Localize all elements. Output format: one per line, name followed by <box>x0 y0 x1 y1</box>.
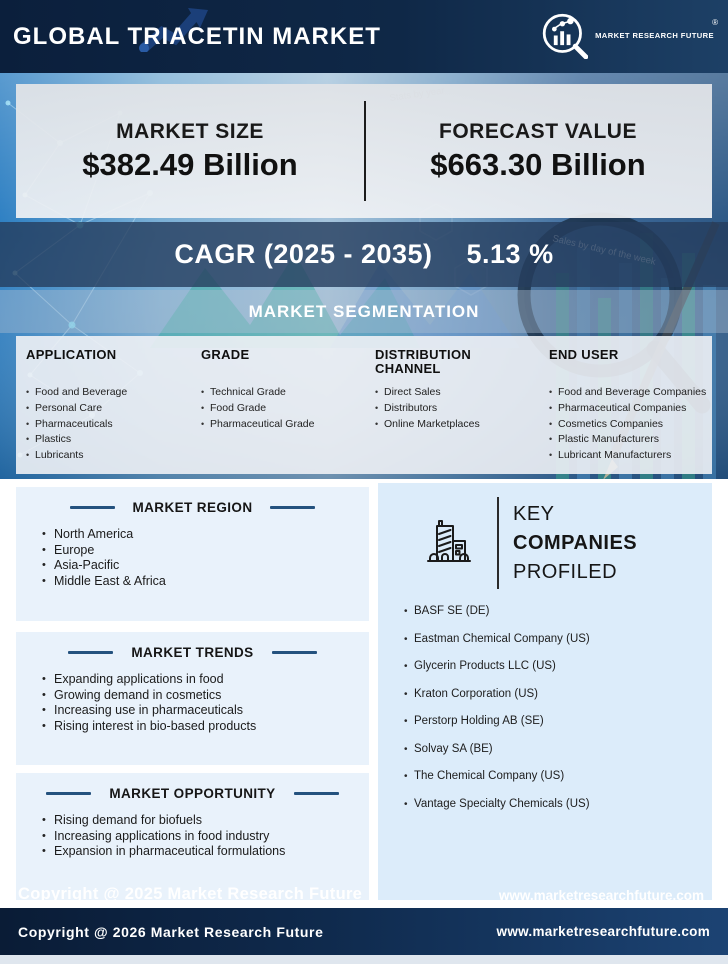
segmentation-panel <box>16 336 712 474</box>
list-item: • Europe <box>42 543 369 559</box>
list-item: • Online Marketplaces <box>375 417 495 433</box>
title-dash <box>68 651 113 654</box>
footer-website[interactable]: www.marketresearchfuture.com <box>496 924 710 939</box>
page-title: GLOBAL TRIACETIN MARKET <box>13 22 381 50</box>
title-dash <box>294 792 339 795</box>
list-item: • Distributors <box>375 401 495 417</box>
mrf-logo-icon <box>541 12 588 59</box>
bottom-strip <box>0 955 728 964</box>
list-item: • Technical Grade <box>201 385 366 401</box>
list-item: • Expanding applications in food <box>42 672 369 688</box>
list-item: • North America <box>42 527 369 543</box>
list-item: • Growing demand in cosmetics <box>42 688 369 704</box>
market-region-title: MARKET REGION <box>132 500 253 515</box>
market-stats-panel <box>16 84 712 218</box>
footer <box>0 908 728 955</box>
cagr-value: 5.13 % <box>466 239 554 269</box>
list-item: • The Chemical Company (US) <box>404 770 712 783</box>
list-item: • Perstorp Holding AB (SE) <box>404 715 712 728</box>
list-item: • Asia-Pacific <box>42 558 369 574</box>
list-item: • Cosmetics Companies <box>549 417 711 433</box>
market-trends-panel <box>16 632 369 765</box>
seg-column-title: DISTRIBUTION CHANNEL <box>375 347 472 376</box>
overlay-copyright: Copyright @ 2025 Market Research Future <box>18 885 363 903</box>
title-dash <box>272 651 317 654</box>
header <box>0 0 728 73</box>
seg-column-grade <box>201 348 366 432</box>
title-key: KEY <box>513 502 555 525</box>
seg-column-title: END USER <box>549 347 619 362</box>
market-opportunity-title: MARKET OPPORTUNITY <box>109 786 276 801</box>
footer-copyright: Copyright @ 2026 Market Research Future <box>18 923 324 940</box>
hero-section <box>0 73 728 479</box>
list-item: • Rising demand for biofuels <box>42 813 369 829</box>
lower-section <box>0 479 728 908</box>
mrf-logo <box>541 12 718 59</box>
market-size-value: $382.49 Billion <box>82 146 298 182</box>
list-item: • Increasing use in pharmaceuticals <box>42 703 369 719</box>
segmentation-title-band <box>0 290 728 333</box>
seg-column-title: APPLICATION <box>26 347 117 362</box>
list-item: • Food and Beverage Companies <box>549 385 711 401</box>
market-opportunity-list <box>16 813 369 860</box>
title-dash <box>70 506 115 509</box>
market-region-list <box>16 527 369 590</box>
market-trends-list <box>16 672 369 735</box>
title-profiled: PROFILED <box>513 560 618 583</box>
list-item: • Plastic Manufacturers <box>549 432 711 448</box>
key-companies-panel <box>378 483 712 900</box>
key-companies-title <box>513 500 637 587</box>
seg-list <box>201 385 366 432</box>
seg-column-distribution-channel <box>375 348 495 432</box>
list-item: • Personal Care <box>26 401 191 417</box>
seg-list <box>375 385 495 432</box>
overlay-website[interactable]: www.marketresearchfuture.com <box>498 888 704 903</box>
list-item: • Pharmaceutical Companies <box>549 401 711 417</box>
seg-list <box>549 385 711 464</box>
seg-list <box>26 385 191 464</box>
segmentation-title: MARKET SEGMENTATION <box>248 301 480 321</box>
market-size-label: MARKET SIZE <box>116 119 264 143</box>
list-item: • Food Grade <box>201 401 366 417</box>
forecast-value-block <box>364 84 712 218</box>
seg-column-application <box>26 348 191 464</box>
seg-column-title: GRADE <box>201 347 250 362</box>
list-item: • Rising interest in bio-based products <box>42 719 369 735</box>
list-item: • Lubricant Manufacturers <box>549 448 711 464</box>
list-item: • Expansion in pharmaceutical formulations <box>42 844 369 860</box>
forecast-value-value: $663.30 Billion <box>430 146 646 182</box>
companies-list <box>378 605 712 811</box>
market-trends-title: MARKET TRENDS <box>131 645 254 660</box>
seg-column-end-user <box>549 348 711 464</box>
list-item: • Pharmaceutical Grade <box>201 417 366 433</box>
market-size-block <box>16 84 364 218</box>
list-item: • Middle East & Africa <box>42 574 369 590</box>
cagr-label: CAGR (2025 - 2035) <box>174 239 433 269</box>
market-region-panel <box>16 487 369 621</box>
list-item: • Solvay SA (BE) <box>404 743 712 756</box>
list-item: • BASF SE (DE) <box>404 605 712 618</box>
list-item: • Food and Beverage <box>26 385 191 401</box>
title-dash <box>46 792 91 795</box>
building-icon <box>423 517 475 569</box>
market-opportunity-panel <box>16 773 369 900</box>
title-dash <box>270 506 315 509</box>
list-item: • Plastics <box>26 432 191 448</box>
list-item: • Glycerin Products LLC (US) <box>404 660 712 673</box>
list-item: • Kraton Corporation (US) <box>404 688 712 701</box>
registered-mark: ® <box>712 18 718 27</box>
key-companies-header <box>378 483 712 589</box>
list-item: • Vantage Specialty Chemicals (US) <box>404 798 712 811</box>
cagr-band <box>0 222 728 287</box>
list-item: • Increasing applications in food industry <box>42 829 369 845</box>
forecast-value-label: FORECAST VALUE <box>439 119 637 143</box>
list-item: • Pharmaceuticals <box>26 417 191 433</box>
vertical-divider <box>497 497 499 589</box>
stats-divider <box>364 101 366 201</box>
title-companies: COMPANIES <box>513 531 638 554</box>
list-item: • Direct Sales <box>375 385 495 401</box>
list-item: • Lubricants <box>26 448 191 464</box>
mrf-logo-text: MARKET RESEARCH FUTURE <box>595 31 714 40</box>
list-item: • Eastman Chemical Company (US) <box>404 633 712 646</box>
